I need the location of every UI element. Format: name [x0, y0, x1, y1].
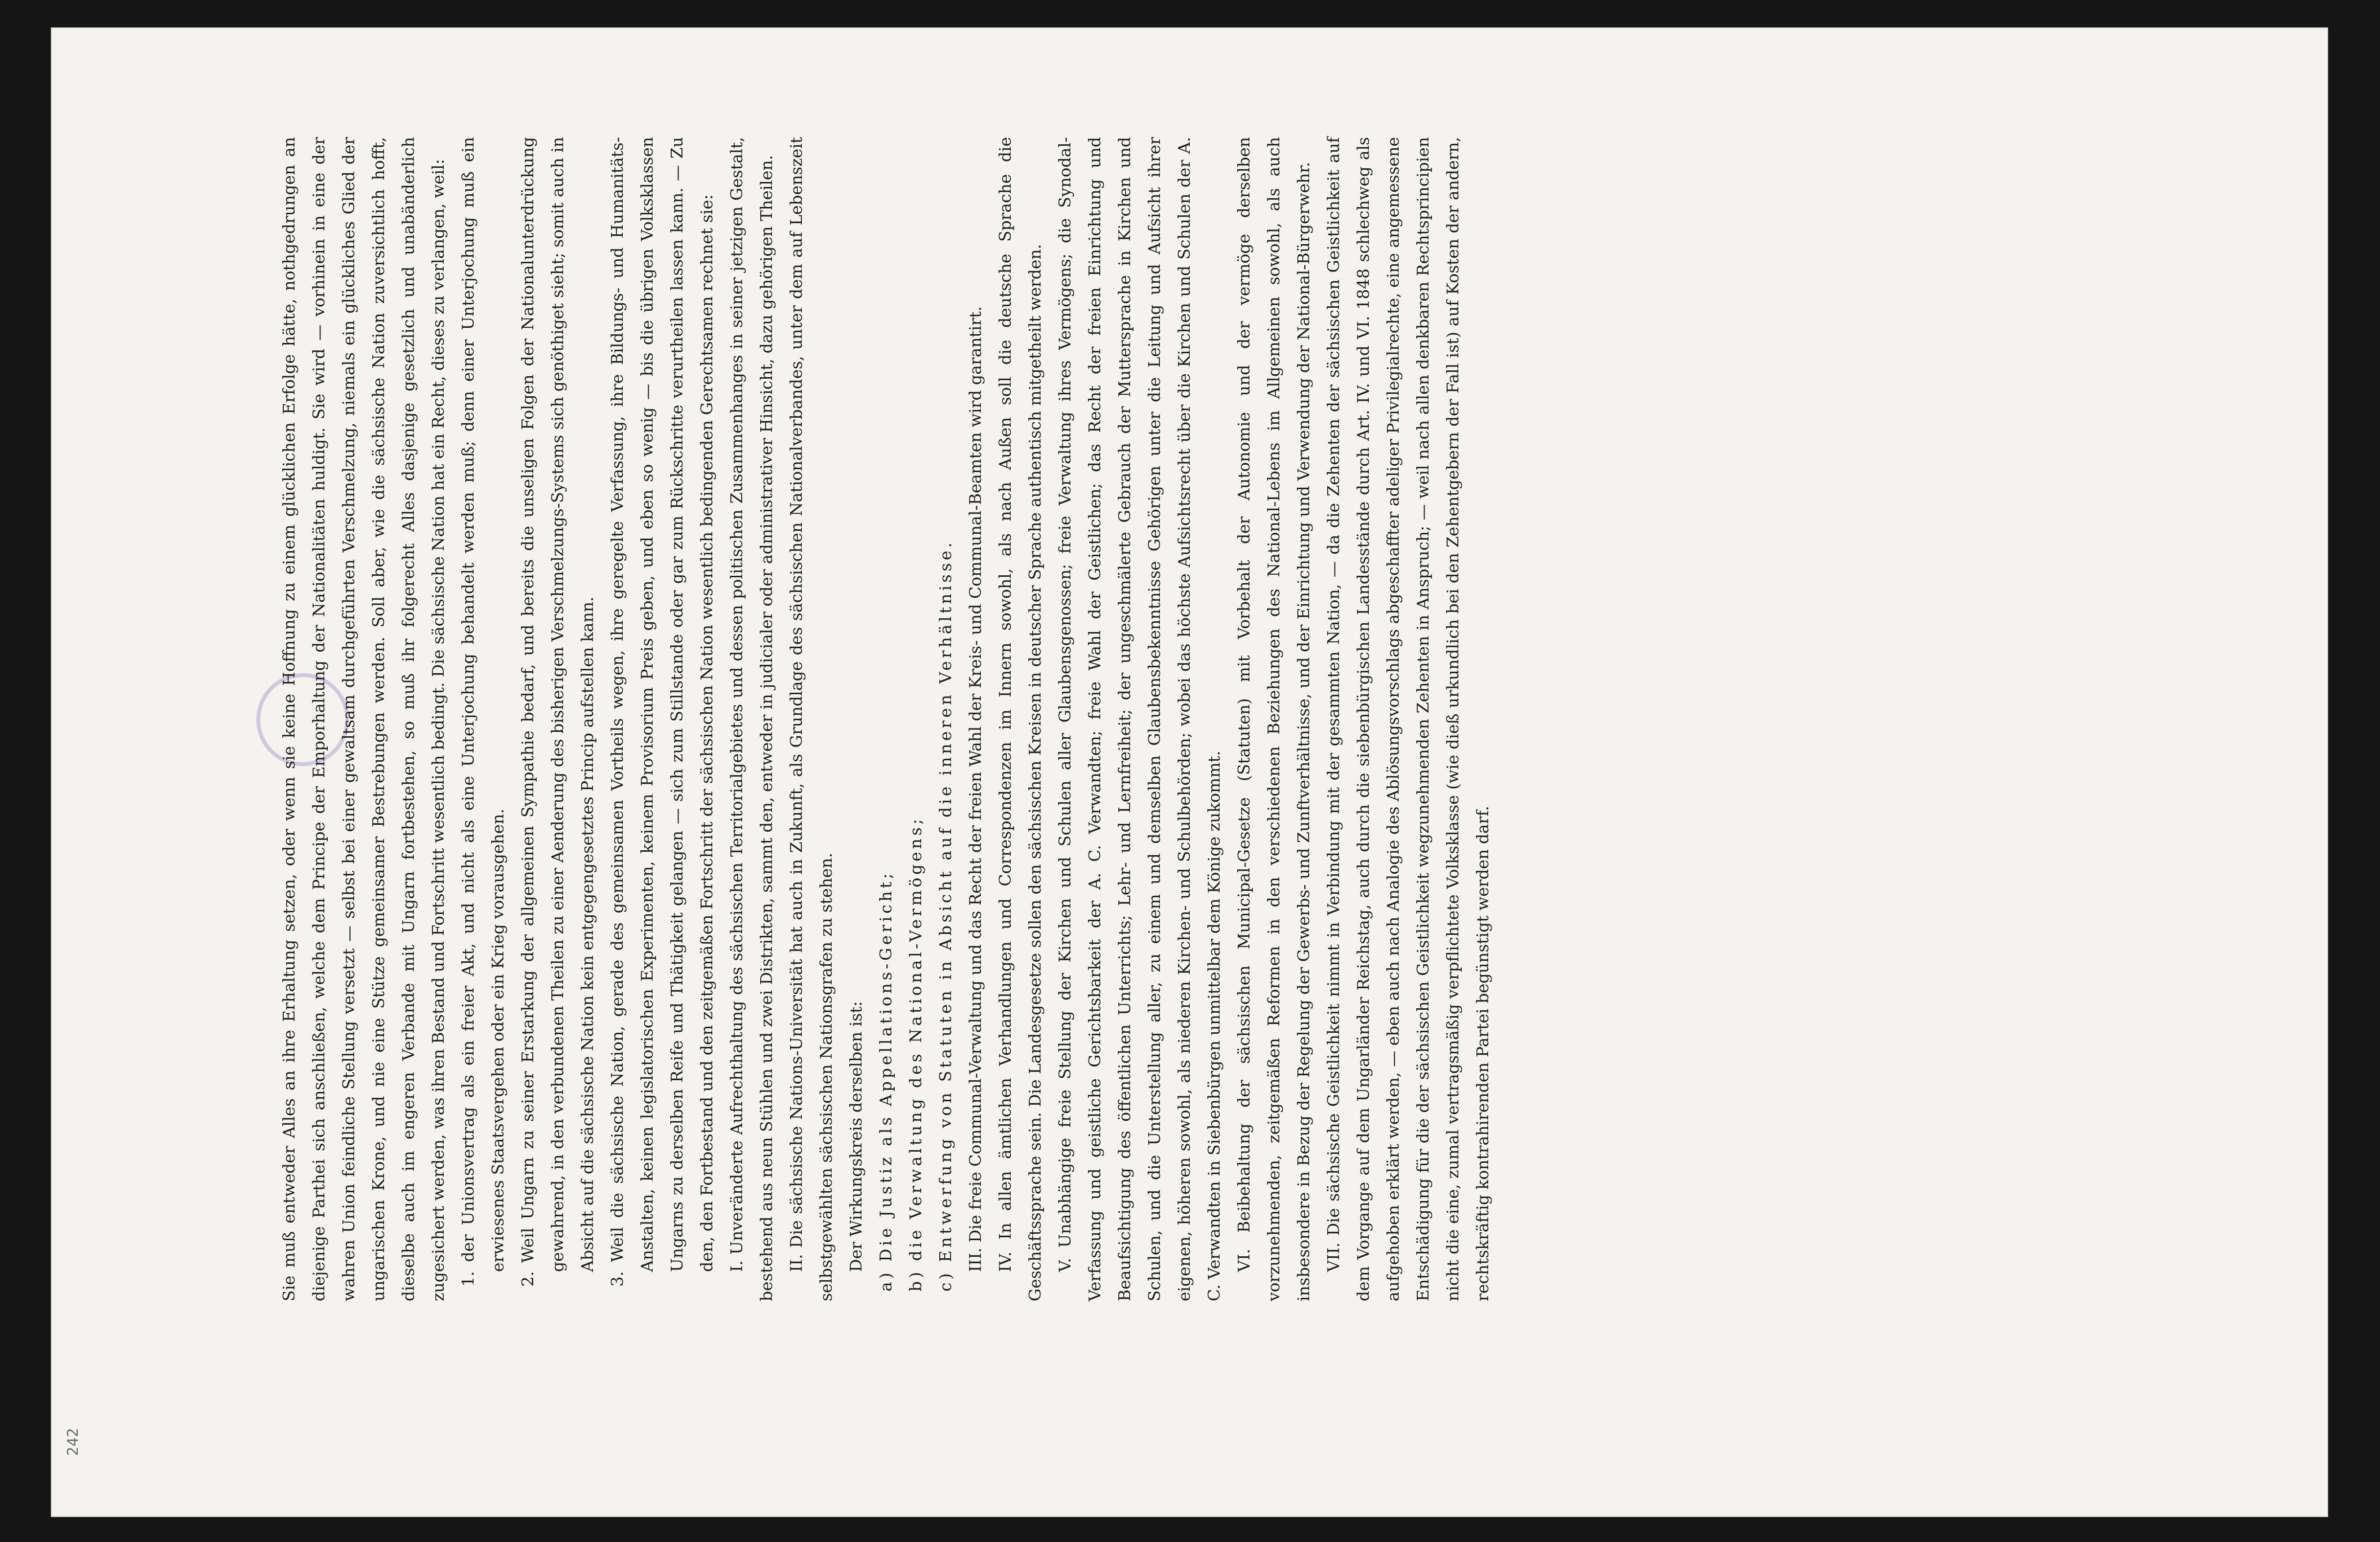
paragraph: VII. Die sächsische Geistlichkeit nimmt in Verbindung mit der gesammten Nation, — da die Zehenten der sächsischen Geistlichkeit auf dem Vorgange auf dem Ungarländer Reichstag, auch durch die siebenbürgischen Landesstände durch Art. IV. und VI. 1848 schlechweg als aufgehoben erklärt werden, — eben auch nach Analogie des Ablösungsvorschlags abgeschaffter adeliger Privilegialrechte, eine angemessene Entschädigung für die der sächsischen Geistlichkeit wegzunehmenden Zehenten in Anspruch; — weil nach allen denkbaren Rechtsprincipien nicht die eine, zumal vertragsmäßig verpflichtete Volksklasse (wie dieß urkundlich bei den Zehentgebern der Fall ist) auf Kosten der andern, rechtskräftig kontrahirenden Partei begünstigt werden darf. — [1324, 137, 1492, 1301]
paragraph: Der Wirkungskreis derselben ist: — [846, 1001, 865, 1272]
paragraph: b) die Verwaltung des National-Vermögens; — [906, 816, 925, 1292]
paragraph: V. Unabhängige freie Stellung der Kirchen und Schulen aller Glaubensgenossen; freie Verwaltung ihres Vermögens; die Synodal-Verfassung und geistliche Gerichtsbarkeit der A. C. Verwandten; freie Wahl der Geistlichen; das Recht der freien Einrichtung und Beaufsichtigung des öffentlichen Unterrichts; Lehr- und Lernfreiheit; der ungeschmälerte Gebrauch der Muttersprache in Kirchen und Schulen, und die Unterstellung aller, zu einem und demselben Glaubensbekenntnisse Gehörigen unter die Leitung und Aufsicht ihrer eigenen, höheren sowohl, als niederen Kirchen- und Schulbehörden; wobei das höchste Aufsichtsrecht über die Kirchen und Schulen der A. C. Verwandten in Siebenbürgen unmittelbar dem Könige zukommt. — [1055, 137, 1224, 1301]
document-text — [274, 137, 2108, 1301]
paragraph: a) Die Justiz als Appellations-Gericht; — [876, 870, 895, 1292]
archive-mark: 242 — [65, 1428, 82, 1456]
paragraph: II. Die sächsische Nations-Universität hat auch in Zukunft, als Grundlage des sächsischen Nationalverbandes, unter dem auf Lebenszeit selbstgewählten sächsischen Nationsgrafen zu stehen. — [787, 137, 836, 1301]
paragraph: IV. In allen ämtlichen Verhandlungen und Correspondenzen im Innern sowohl, als nach Außen soll die deutsche Sprache die Geschäftssprache sein. Die Landesgesetze sollen den sächsischen Kreisen in deutscher Sprache authentisch mitgetheilt werden. — [996, 137, 1044, 1301]
paragraph: VI. Beibehaltung der sächsischen Municipal-Gesetze (Statuten) mit Vorbehalt der Autonomie und der vermöge derselben vorzunehmenden, zeitgemäßen Reformen in den verschiedenen Beziehungen des National-Lebens im Allgemeinen sowohl, als auch insbesondere in Bezug der Regelung der Gewerbs- und Zunftverhältnisse, und der Einrichtung und Verwendung der National-Bürgerwehr. — [1234, 137, 1313, 1301]
paragraph: c) Entwerfung von Statuten in Absicht auf die inneren Verhältnisse. — [936, 540, 955, 1292]
paragraph: 2. Weil Ungarn zu seiner Erstarkung der allgemeinen Sympathie bedarf, und bereits die unseligen Folgen der Nationalunterdrückung gewahrend, in den verbundenen Theilen zu einer Aenderung des bisherigen Verschmelzungs-Systems sich genöthiget sieht; somit auch in Absicht auf die sächsische Nation kein entgegengesetztes Princip aufstellen kann. — [518, 137, 597, 1287]
paragraph: 3. Weil die sächsische Nation, gerade des gemeinsamen Vortheils wegen, ihre geregelte Verfassung, ihre Bildungs- und Humanitäts-Anstalten, keinen legislatorischen Experimenten, keinem Provisorium Preis geben, und eben so wenig — bis die übrigen Volksklassen Ungarns zu derselben Reife und Thätigkeit gelangen — sich zum Stillstande oder gar zum Rückschritte verurtheilen lassen kann. — Zu den, den Fortbestand und den zeitgemäßen Fortschritt der sächsischen Nation wesentlich bedingenden Gerechtsamen rechnet sie: — [608, 137, 716, 1287]
paragraph: 1. der Unionsvertrag als ein freier Akt, und nicht als eine Unterjochung behandelt werden muß; denn einer Unterjochung muß ein erwiesenes Staatsvergehen oder ein Krieg vorausgehen. — [458, 137, 507, 1287]
paragraph: III. Die freie Communal-Verwaltung und das Recht der freien Wahl der Kreis- und Communal-Beamten wird garantirt. — [966, 306, 985, 1272]
paragraph: I. Unveränderte Aufrechthaltung des sächsischen Territorialgebietes und dessen politischen Zusammenhanges in seiner jetzigen Gestalt, bestehend aus neun Stühlen und zwei Distrikten, sammt den, entweder in judicialer oder administrativer Hinsicht, dazu gehörigen Theilen. — [727, 137, 776, 1301]
paragraph: Sie muß entweder Alles an ihre Erhaltung setzen, oder wenn sie keine Hoffnung zu einem glücklichen Erfolge hätte, nothgedrungen an diejenige Parthei sich anschließen, welche dem Principe der Emporhaltung der Nationalitäten huldigt. Sie wird — vorhinein in eine der wahren Union feindliche Stellung versetzt — selbst bei einer gewaltsam durchgeführten Verschmelzung, niemals ein glückliches Glied der ungarischen Krone, und nie eine Stütze gemeinsamer Bestrebungen werden. Soll aber, wie die sächsische Nation zuversichtlich hofft, dieselbe auch im engeren Verbande mit Ungarn fortbestehen, so muß ihr folgerecht Alles dasjenige gesetzlich und unabänderlich zugesichert werden, was ihren Bestand und Fortschritt wesentlich bedingt. Die sächsische Nation hat ein Recht, dieses zu verlangen, weil: — [279, 137, 448, 1301]
